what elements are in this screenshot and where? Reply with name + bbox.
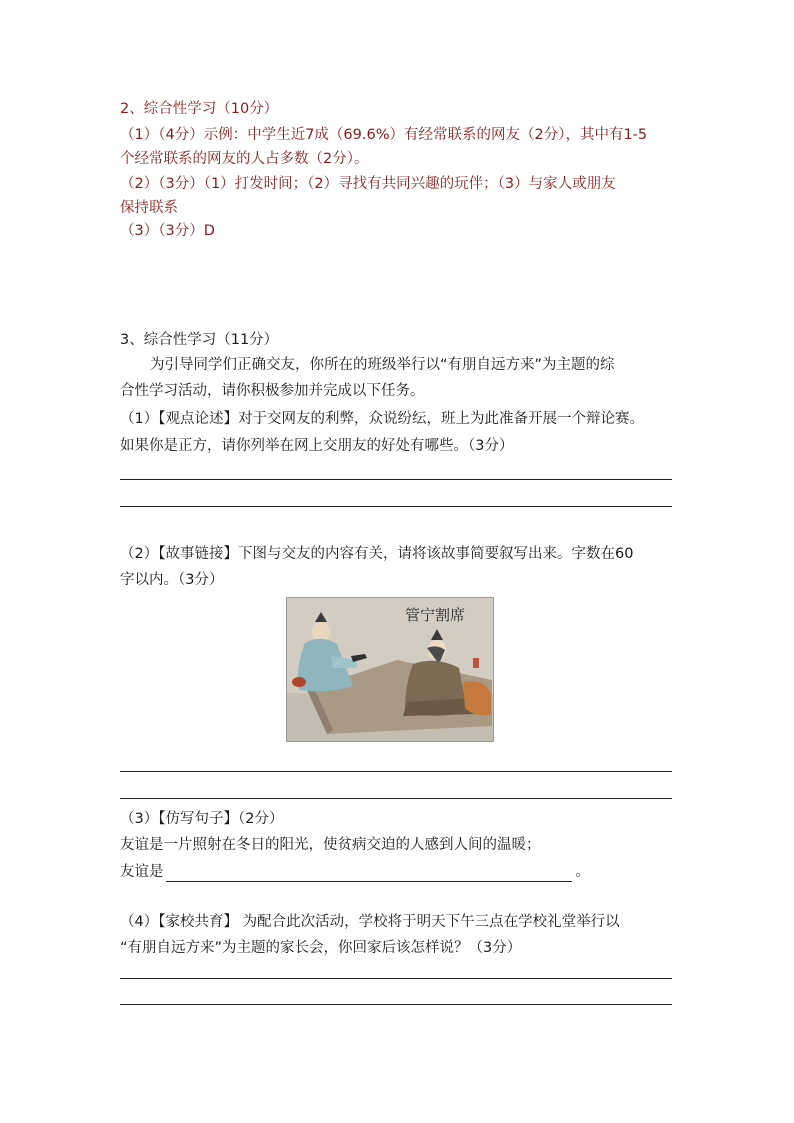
- answer-line[interactable]: [120, 479, 672, 480]
- fill-suffix: 。: [575, 864, 590, 880]
- question3-fill-row: [120, 862, 590, 882]
- fill-prefix: 友谊是: [120, 864, 164, 880]
- story-illustration: [286, 597, 494, 742]
- question3-line1: （3）【仿写句子】（2分）: [120, 811, 284, 827]
- answer3: （3）（3分）D: [120, 223, 215, 239]
- question3-line2: 友谊是一片照射在冬日的阳光，使贫病交迫的人感到人间的温暖；: [120, 837, 541, 853]
- question4-line1: （4）【家校共育】 为配合此次活动，学校将于明天下午三点在学校礼堂举行以: [120, 914, 620, 930]
- answer-line[interactable]: [120, 978, 672, 979]
- question2-line1: （2）【故事链接】下图与交友的内容有关，请将该故事简要叙写出来。字数在60: [120, 546, 634, 562]
- answer-line[interactable]: [120, 506, 672, 507]
- answer2-line1: （2）（3分）（1）打发时间；（2）寻找有共同兴趣的玩伴；（3）与家人或朋友: [120, 176, 616, 192]
- section3-title: 3、综合性学习（11分）: [120, 332, 279, 348]
- answer-line[interactable]: [120, 771, 672, 772]
- intro-line1: 为引导同学们正确交友，你所在的班级举行以“有朋自远方来”为主题的综: [150, 357, 615, 373]
- seal-mark: [473, 658, 479, 668]
- question1-line1: （1）【观点论述】对于交网友的利弊，众说纷纭，班上为此准备开展一个辩论赛。: [120, 411, 644, 427]
- answer-line[interactable]: [120, 798, 672, 799]
- question4-line2: “有朋自远方来”为主题的家长会，你回家后该怎样说？（3分）: [120, 940, 522, 956]
- intro-line2: 合性学习活动，请你积极参加并完成以下任务。: [120, 383, 425, 399]
- section2-title: 2、综合性学习（10分）: [120, 101, 279, 117]
- question1-line2: 如果你是正方，请你列举在网上交朋友的好处有哪些。（3分）: [120, 438, 514, 454]
- question2-line2: 字以内。（3分）: [120, 572, 224, 588]
- bowl-shape: [292, 677, 306, 687]
- answer2-line2: 保持联系: [120, 200, 178, 216]
- answer1-line1: （1）（4分）示例：中学生近7成（69.6%）有经常联系的网友（2分），其中有1-5: [120, 127, 648, 143]
- fill-blank[interactable]: [166, 865, 572, 882]
- answer-line[interactable]: [120, 1004, 672, 1005]
- answer1-line2: 个经常联系的网友的人占多数（2分）。: [120, 151, 369, 167]
- image-caption: 管宁割席: [405, 606, 466, 624]
